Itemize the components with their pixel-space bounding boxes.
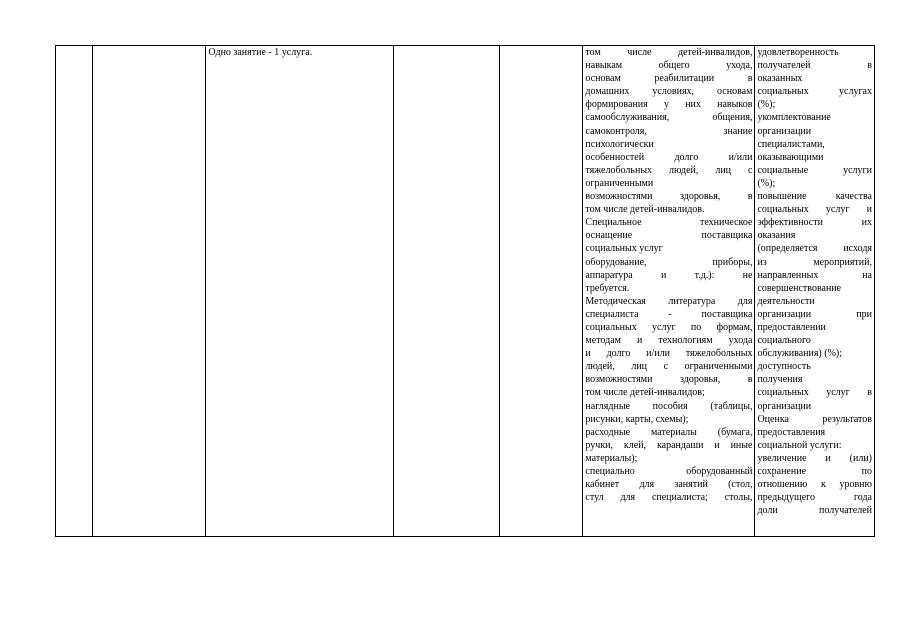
text-line: Оценка результатов — [757, 413, 872, 425]
text-line: укомплектование — [757, 112, 831, 124]
text-line: эффективности их — [757, 217, 872, 229]
text-line: тяжелобольных людей, лиц с — [585, 164, 753, 176]
text-line: материалы); — [585, 452, 638, 464]
text-line: сохранение по — [757, 466, 872, 477]
text-line: доступность — [757, 361, 811, 373]
text-line: организации — [757, 125, 812, 137]
text-line: (%); — [757, 99, 776, 111]
cell-empty-4 — [393, 46, 499, 537]
cell-indicators — [755, 46, 875, 537]
cell-service-name — [93, 46, 206, 537]
text-line: ограниченными — [585, 177, 654, 189]
services-table — [55, 45, 875, 537]
cell-unit — [206, 46, 393, 537]
unit-text: Одно занятие - 1 услуга. — [208, 47, 313, 58]
text-line: требуется. — [585, 282, 630, 294]
text-line: особенностей долго и/или — [585, 151, 753, 163]
text-line: стул для специалиста; столы, — [585, 492, 753, 504]
text-line: оказания — [757, 230, 796, 242]
text-line: рисунки, карты, схемы); — [585, 413, 689, 425]
text-line: социальные услуги — [757, 164, 872, 176]
cell-number — [56, 46, 93, 537]
text-line: людей, лиц с ограниченными — [585, 361, 753, 373]
text-line: организации — [757, 400, 812, 412]
text-line: Специальное техническое — [585, 217, 753, 229]
text-line: том числе детей-инвалидов; — [585, 387, 705, 399]
cell-empty-5 — [499, 46, 582, 537]
text-line: социальных услуг по формам, — [585, 321, 753, 333]
text-line: ручки, клей, карандаши и иные — [585, 439, 753, 451]
text-line: самоконтроля, знание — [585, 125, 753, 137]
text-line: доли получателей — [757, 505, 872, 517]
text-line: Методическая литература для — [585, 295, 753, 307]
text-line: кабинет для занятий (стол, — [585, 479, 753, 491]
text-line: деятельности — [757, 295, 815, 307]
cell-conditions — [583, 46, 755, 537]
text-line: формирования у них навыков — [585, 99, 753, 111]
text-line: самообслуживания, общения, — [585, 112, 753, 124]
table-row — [56, 46, 875, 537]
text-line: социальной услуги: — [757, 439, 842, 451]
text-line: получения — [757, 374, 803, 386]
text-line: направленных на — [757, 269, 872, 281]
text-line: специалиста - поставщика — [585, 308, 753, 320]
text-line: социальных услуг — [585, 243, 663, 255]
text-line: из мероприятий, — [757, 256, 872, 268]
text-line: социальных услуг в — [757, 387, 872, 399]
text-line: (%); — [757, 177, 776, 189]
text-line: специалистами, — [757, 138, 825, 150]
text-line: (определяется исходя — [757, 243, 872, 255]
text-line: совершенствование — [757, 282, 842, 294]
text-line: удовлетворенность — [757, 47, 839, 58]
text-line: навыкам общего ухода, — [585, 60, 753, 72]
text-line: основам реабилитации в — [585, 73, 753, 85]
text-line: отношению к уровню — [757, 479, 872, 491]
text-line: социального — [757, 335, 811, 347]
text-line: предоставлении — [757, 321, 826, 333]
text-line: расходные материалы (бумага, — [585, 426, 753, 438]
text-line: предыдущего года — [757, 492, 872, 504]
text-line: оснащение поставщика — [585, 230, 753, 242]
text-line: оказывающими — [757, 151, 824, 163]
text-line: повышение качества — [757, 191, 872, 203]
text-line: домашних условиях, основам — [585, 86, 753, 98]
text-line: предоставления — [757, 426, 826, 438]
text-line: оказанных — [757, 73, 803, 85]
text-line: социальных услугах — [757, 86, 872, 98]
text-line: получателей в — [757, 60, 872, 72]
text-line: организации при — [757, 308, 872, 320]
text-line: возможностями здоровья, в — [585, 191, 753, 203]
text-line: оборудование, приборы, — [585, 256, 753, 268]
text-line: обслуживания) (%); — [757, 348, 843, 360]
text-line: и долго и/или тяжелобольных — [585, 348, 753, 360]
text-line: методам и технологиям ухода — [585, 335, 753, 347]
text-line: возможностями здоровья, в — [585, 374, 753, 386]
text-line: наглядные пособия (таблицы, — [585, 400, 753, 412]
text-line: том числе детей-инвалидов. — [585, 204, 705, 216]
text-line: психологически — [585, 138, 654, 150]
text-line: аппаратура и т.д.): не — [585, 269, 753, 281]
text-line: увеличение и (или) — [757, 452, 872, 464]
text-line: социальных услуг и — [757, 204, 872, 216]
text-line: том числе детей-инвалидов, — [585, 47, 753, 58]
text-line: специально оборудованный — [585, 466, 753, 477]
